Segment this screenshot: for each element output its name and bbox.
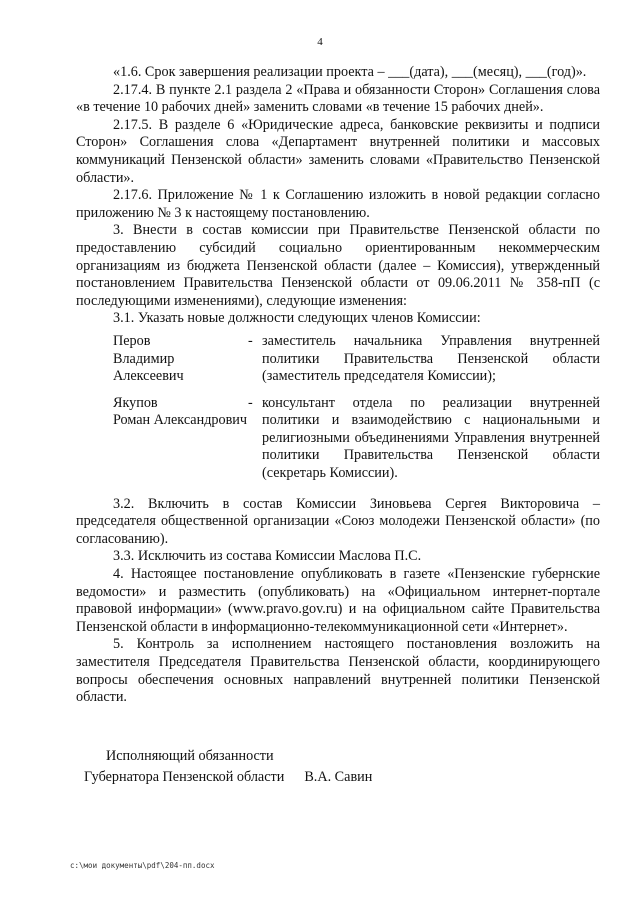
paragraph-2-17-6: 2.17.6. Приложение № 1 к Соглашению изложить в новой редакции согласно приложению № 3 к настоящему постановлению. (76, 187, 600, 221)
signature-block (84, 746, 444, 788)
member-position: консультант отдела по реализации внутренней политики и взаимодействию с национальными и религиозными объединениями Управления внутренней политики Правительства Пензенской области (секретарь Комиссии). (262, 394, 600, 482)
member-entry (76, 395, 600, 483)
paragraph-3-1: 3.1. Указать новые должности следующих членов Комиссии: (113, 310, 481, 327)
signature-line (84, 767, 444, 788)
member-dash: - (248, 394, 253, 411)
member-given-name: Роман Александрович (113, 412, 248, 429)
paragraph-4: 4. Настоящее постановление опубликовать в газете «Пензенские губернские ведомости» и разместить (опубликовать) на «Официальном интернет-портале правовой информации» (www.pravo.gov.ru) и на официальном сайте Правительства Пензенской области в информационно-телекоммуникационной сети «Интернет». (76, 566, 600, 635)
signature-title-line1: Исполняющий обязанности (106, 748, 274, 764)
paragraph-5: 5. Контроль за исполнением настоящего постановления возложить на заместителя Председателя Правительства Пензенской области, координирующего вопросы обеспечения основных направлений внутренней политики Пензенской области. (76, 636, 600, 706)
paragraph-3-3: 3.3. Исключить из состава Комиссии Маслова П.С. (113, 548, 422, 565)
page-number: 4 (317, 36, 323, 48)
member-position: заместитель начальника Управления внутренней политики Правительства Пензенской области (заместитель председателя Комиссии); (262, 332, 600, 385)
paragraph-2-17-5: 2.17.5. В разделе 6 «Юридические адреса, банковские реквизиты и подписи Сторон» Соглашения слова «Департамент внутренней политики и массовых коммуникаций Пензенской области» заменить словами «Правительство Пензенской области». (76, 116, 600, 186)
member-given-name: Владимир Алексеевич (113, 350, 184, 385)
document-body (76, 64, 600, 707)
paragraph-2-17-4: 2.17.4. В пункте 2.1 раздела 2 «Права и обязанности Сторон» Соглашения слова «в течение 10 рабочих дней» заменить словами «в течение 15 рабочих дней». (76, 81, 600, 116)
member-entry (76, 333, 600, 386)
file-path-footer: c:\мои документы\pdf\204-пп.docx (70, 861, 215, 870)
signature-title-line2: Губернатора Пензенской области (84, 769, 285, 785)
member-surname: Перов (113, 332, 151, 349)
paragraph-3: 3. Внести в состав комиссии при Правительстве Пензенской области по предоставлению субсидий социально ориентированным некоммерческим организациям из бюджета Пензенской области (далее – Комиссия), утвержденный постановлением Правительства Пензенской области от 09.06.2011 № 358-пП (с последующими изменениями), следующие изменения: (76, 222, 600, 309)
member-dash: - (248, 332, 253, 349)
member-name (76, 333, 248, 386)
member-surname: Якупов (113, 394, 158, 411)
paragraph-3-2: 3.2. Включить в состав Комиссии Зиновьева Сергея Викторовича – председателя общественной организации «Союз молодежи Пензенской области» (по согласованию). (76, 495, 600, 547)
commission-members-list (76, 333, 600, 483)
signatory-name: В.А. Савин (304, 769, 373, 785)
paragraph-1-6: «1.6. Срок завершения реализации проекта – ___(дата), ___(месяц), ___(год)». (113, 64, 587, 80)
member-name (76, 395, 248, 483)
